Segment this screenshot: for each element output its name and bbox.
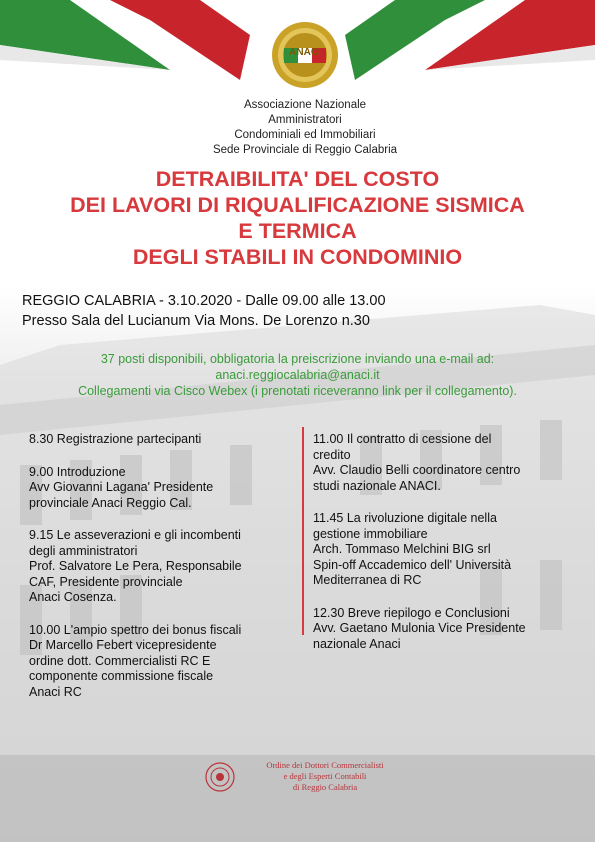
program-item-line: Prof. Salvatore Le Pera, Responsabile xyxy=(29,559,242,573)
association-line: Condominiali ed Immobiliari xyxy=(234,129,376,141)
program-item xyxy=(29,432,291,448)
program-item-time-topic: 11.45 La rivoluzione digitale nella xyxy=(313,511,497,525)
association-name xyxy=(150,98,460,158)
notice-line: 37 posti disponibili, obbligatoria la preiscrizione inviando una e-mail ad: xyxy=(100,352,495,366)
program-item-line: provinciale Anaci Reggio Cal. xyxy=(29,495,192,510)
notice-line: Collegamenti via Cisco Webex (i prenotati riceveranno link per il collegamento). xyxy=(78,384,517,398)
anaci-logo xyxy=(270,20,340,90)
footer-line: Ordine dei Dottori Commercialisti xyxy=(266,760,384,770)
program-item-time-topic: 11.00 Il contratto di cessione del xyxy=(313,432,492,446)
footer-line: e degli Esperti Contabili xyxy=(283,771,367,781)
program-item-line: Dr Marcello Febert vicepresidente xyxy=(29,638,217,652)
tricolor-ribbon-left xyxy=(0,0,250,95)
event-title xyxy=(20,166,575,270)
program-item-line: ordine dott. Commercialisti RC E xyxy=(29,653,211,668)
program-item-line: Avv. Gaetano Mulonia Vice Presidente xyxy=(313,621,526,635)
odcec-seal-icon xyxy=(205,762,235,792)
program-left-column xyxy=(29,432,291,717)
footer-line: di Reggio Calabria xyxy=(292,782,358,792)
program-item-line: studi nazionale ANACI. xyxy=(313,478,441,493)
association-line: Sede Provinciale di Reggio Calabria xyxy=(212,144,398,156)
program-item xyxy=(29,465,291,512)
program-item-line: nazionale Anaci xyxy=(313,636,401,651)
program-item-line: Avv Giovanni Lagana' Presidente xyxy=(29,480,214,494)
program-item-time-topic: 9.15 Le asseverazioni e gli incombenti xyxy=(29,528,241,542)
tricolor-ribbon-right xyxy=(345,0,595,95)
program-item xyxy=(29,528,291,606)
program-item-line: Anaci RC xyxy=(29,684,82,699)
odcec-name xyxy=(245,760,405,793)
program-item-line: Arch. Tommaso Melchini BIG srl xyxy=(313,542,491,556)
odcec-footer xyxy=(200,760,400,800)
title-line: DETRAIBILITA' DEL COSTO xyxy=(155,167,440,191)
program-item xyxy=(313,606,575,653)
program-item-line: componente commissione fiscale xyxy=(29,669,214,683)
program-item xyxy=(29,623,291,701)
program-item-time-topic: 12.30 Breve riepilogo e Conclusioni xyxy=(313,605,510,620)
logo-text: ANACI xyxy=(289,47,321,58)
program-item xyxy=(313,432,575,494)
program-item-time-topic: 8.30 Registrazione partecipanti xyxy=(29,432,202,446)
event-details xyxy=(22,291,582,331)
program-item-time-topic: 9.00 Introduzione xyxy=(29,464,126,479)
event-venue: Presso Sala del Lucianum Via Mons. De Lorenzo n.30 xyxy=(22,313,370,329)
program-item-line: degli amministratori xyxy=(29,543,138,558)
program-item-time-topic: 10.00 L'ampio spettro dei bonus fiscali xyxy=(29,622,242,637)
program-item-line: gestione immobiliare xyxy=(313,526,428,541)
program-item-line: credito xyxy=(313,447,351,462)
title-line: E TERMICA xyxy=(238,219,357,243)
program-item-line: Anaci Cosenza. xyxy=(29,590,117,604)
program-item xyxy=(313,511,575,589)
program-right-column xyxy=(313,432,575,669)
contact-email-link[interactable]: anaci.reggiocalabria@anaci.it xyxy=(215,368,380,382)
title-line: DEGLI STABILI IN CONDOMINIO xyxy=(132,245,463,269)
title-line: DEI LAVORI DI RIQUALIFICAZIONE SISMICA xyxy=(70,193,525,217)
registration-notice xyxy=(20,351,575,399)
association-line: Amministratori xyxy=(268,114,342,126)
column-divider xyxy=(302,427,304,635)
program-item-line: CAF, Presidente provinciale xyxy=(29,574,183,589)
event-date: REGGIO CALABRIA - 3.10.2020 - Dalle 09.00 alle 13.00 xyxy=(22,293,386,309)
program-item-line: Spin-off Accademico dell' Università xyxy=(313,557,512,572)
program-item-line: Mediterranea di RC xyxy=(313,573,422,587)
program-item-line: Avv. Claudio Belli coordinatore centro xyxy=(313,463,521,477)
association-line: Associazione Nazionale xyxy=(243,99,367,111)
